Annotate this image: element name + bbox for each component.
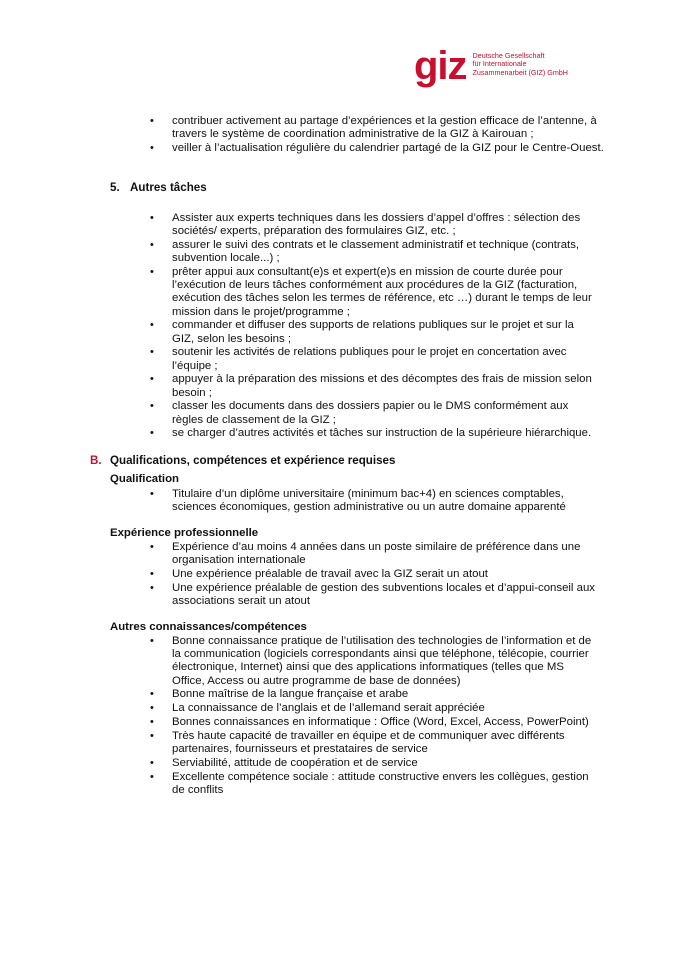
list-item: • veiller à l’actualisation régulière du calendrier partagé de la GIZ pour le Centre-Ouest. — [150, 142, 605, 155]
list-item: • assurer le suivi des contrats et le classement administratif et technique (contrats, subvention locale...) ; — [150, 239, 595, 265]
section-5-heading — [110, 181, 207, 194]
list-item: • Une expérience préalable de gestion des subventions locales et d’appui-conseil aux associations serait un atout — [150, 582, 600, 608]
list-item: • Serviabilité, attitude de coopération et de service — [150, 757, 595, 770]
list-item: • soutenir les activités de relations publiques pour le projet en concertation avec l’équipe ; — [150, 346, 595, 372]
section-number: 5. — [110, 181, 120, 194]
list-item: • prêter appui aux consultant(e)s et expert(e)s en mission de courte durée pour l’exécution de leurs tâches conformément aux procédures de la GIZ (facturation, exécution des tâches selon les termes de référence, etc …) durant le temps de leur mission dans le projet/programme ; — [150, 266, 595, 319]
section-5-bullet-list — [150, 212, 595, 441]
section-title: Qualifications, compétences et expérience requises — [110, 454, 396, 467]
list-item: • Assister aux experts techniques dans les dossiers d’appel d’offres : sélection des sociétés/ experts, préparation des formulaires GIZ, etc. ; — [150, 212, 595, 238]
logo-line: für Internationale — [472, 59, 527, 69]
experience-bullet-list — [150, 541, 600, 609]
list-item: • classer les documents dans des dossiers papier ou le DMS conformément aux règles de classement de la GIZ ; — [150, 400, 595, 426]
list-item: • appuyer à la préparation des missions et des décomptes des frais de mission selon besoin ; — [150, 373, 595, 399]
list-item: • Expérience d’au moins 4 années dans un poste similaire de préférence dans une organisation internationale — [150, 541, 600, 567]
section-letter: B. — [90, 454, 102, 467]
list-item: • Très haute capacité de travailler en équipe et de communiquer avec différents partenaires, fournisseurs et prestataires de service — [150, 730, 595, 756]
experience-heading: Expérience professionnelle — [110, 527, 259, 539]
competences-heading: Autres connaissances/compétences — [110, 621, 307, 633]
section-b-heading — [90, 454, 395, 467]
list-item: • Excellente compétence sociale : attitude constructive envers les collègues, gestion de conflits — [150, 771, 595, 797]
logo-line: Zusammenarbeit (GIZ) GmbH — [472, 67, 568, 77]
qualification-bullet-list — [150, 488, 590, 515]
logo-line: Deutsche Gesellschaft — [472, 51, 545, 60]
section-title: Autres tâches — [130, 181, 207, 194]
list-item: • contribuer activement au partage d’expériences et la gestion efficace de l’antenne, à travers le système de coordination administrative de la GIZ à Kairouan ; — [150, 115, 605, 141]
list-item: • Titulaire d’un diplôme universitaire (minimum bac+4) en sciences comptables, sciences économiques, gestion administrative ou un autre domaine apparenté — [150, 488, 590, 514]
giz-logo — [414, 44, 568, 88]
list-item: • Bonnes connaissances en informatique : Office (Word, Excel, Access, PowerPoint) — [150, 716, 595, 729]
list-item: • Bonne maîtrise de la langue française et arabe — [150, 688, 595, 701]
list-item: • commander et diffuser des supports de relations publiques sur le projet et sur la GIZ, selon les besoins ; — [150, 319, 595, 345]
competences-bullet-list — [150, 635, 595, 798]
intro-bullet-list — [150, 115, 605, 156]
giz-logo-text — [473, 52, 568, 77]
list-item: • Bonne connaissance pratique de l’utilisation des technologies de l’information et de la communication (logiciels correspondants ainsi que téléphone, télécopie, courrier électronique, Internet) ainsi que des applications informatiques (telles que MS Office, Access ou autre programme de base de données) — [150, 635, 595, 688]
qualification-heading: Qualification — [110, 473, 179, 485]
list-item: • La connaissance de l’anglais et de l’allemand serait appréciée — [150, 702, 595, 715]
giz-logo-mark: giz — [414, 44, 467, 88]
list-item: • se charger d’autres activités et tâches sur instruction de la supérieure hiérarchique. — [150, 427, 595, 440]
list-item: • Une expérience préalable de travail avec la GIZ serait un atout — [150, 568, 600, 581]
